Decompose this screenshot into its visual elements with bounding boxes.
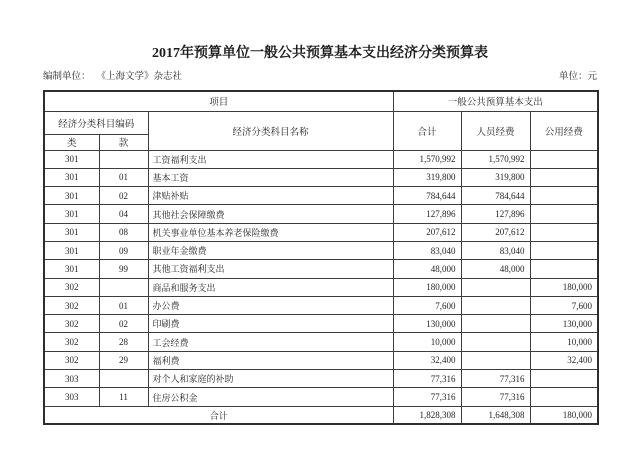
cell-total: 207,612 [393,223,461,241]
cell-subject-name: 印刷费 [148,315,393,333]
cell-total: 127,896 [393,205,461,223]
cell-personnel-funds [461,351,530,369]
cell-public-funds [530,187,598,205]
cell-subject-name: 津贴补贴 [148,187,393,205]
cell-personnel-funds: 77,316 [461,370,530,388]
cell-section-code: 01 [99,296,148,314]
cell-class-code: 302 [44,333,99,351]
cell-section-code: 01 [99,168,148,186]
cell-personnel-funds: 83,040 [461,241,530,259]
cell-personnel-funds: 207,612 [461,223,530,241]
cell-subject-name: 其他社会保障缴费 [148,205,393,223]
table-row [44,370,598,388]
footer-public-funds: 180,000 [530,406,598,424]
cell-public-funds: 10,000 [530,333,598,351]
header-personnel-funds: 人员经费 [461,111,530,150]
cell-subject-name: 办公费 [148,296,393,314]
cell-total: 180,000 [393,278,461,296]
cell-section-code [99,150,148,168]
table-row [44,168,598,186]
cell-total: 7,600 [393,296,461,314]
cell-class-code: 301 [44,168,99,186]
cell-subject-name: 工会经费 [148,333,393,351]
cell-total: 319,800 [393,168,461,186]
cell-public-funds [530,260,598,278]
cell-class-code: 302 [44,278,99,296]
cell-public-funds [530,223,598,241]
cell-class-code: 301 [44,205,99,223]
cell-subject-name: 住房公积金 [148,388,393,406]
cell-total: 784,644 [393,187,461,205]
cell-public-funds: 180,000 [530,278,598,296]
cell-subject-name: 其他工资福利支出 [148,260,393,278]
table-row [44,223,598,241]
cell-public-funds [530,168,598,186]
header-public-funds: 公用经费 [530,111,598,150]
table-row [44,296,598,314]
header-sub-row [44,111,598,134]
cell-personnel-funds: 48,000 [461,260,530,278]
cell-section-code: 28 [99,333,148,351]
cell-section-code [99,370,148,388]
page-title: 2017年预算单位一般公共预算基本支出经济分类预算表 [152,46,488,61]
prepared-by-label: 编制单位： [43,72,91,82]
cell-public-funds [530,241,598,259]
cell-class-code: 301 [44,150,99,168]
cell-class-code: 302 [44,296,99,314]
table-row [44,241,598,259]
cell-total: 77,316 [393,388,461,406]
prepared-by-value: 《上海文学》杂志社 [96,72,183,82]
cell-class-code: 302 [44,315,99,333]
cell-subject-name: 对个人和家庭的补助 [148,370,393,388]
cell-total: 48,000 [393,260,461,278]
cell-personnel-funds: 319,800 [461,168,530,186]
cell-section-code: 08 [99,223,148,241]
header-total: 合计 [393,111,461,150]
header-class-code: 类 [44,134,99,150]
cell-class-code: 301 [44,260,99,278]
cell-public-funds [530,370,598,388]
table-row [44,315,598,333]
cell-public-funds: 7,600 [530,296,598,314]
header-code-group: 经济分类科目编码 [44,111,148,134]
cell-total: 1,570,992 [393,150,461,168]
cell-personnel-funds [461,315,530,333]
cell-public-funds [530,388,598,406]
cell-public-funds [530,205,598,223]
cell-personnel-funds [461,333,530,351]
cell-total: 32,400 [393,351,461,369]
cell-subject-name: 基本工资 [148,168,393,186]
cell-public-funds [530,150,598,168]
meta-row [43,68,597,82]
cell-subject-name: 工资福利支出 [148,150,393,168]
cell-class-code: 303 [44,370,99,388]
cell-class-code: 301 [44,241,99,259]
cell-personnel-funds: 784,644 [461,187,530,205]
header-section-code: 款 [99,134,148,150]
cell-personnel-funds [461,296,530,314]
table-row [44,278,598,296]
cell-section-code: 29 [99,351,148,369]
cell-section-code: 11 [99,388,148,406]
cell-total: 10,000 [393,333,461,351]
footer-total: 1,828,308 [393,406,461,424]
cell-section-code: 02 [99,315,148,333]
cell-section-code [99,278,148,296]
cell-subject-name: 职业年金缴费 [148,241,393,259]
cell-personnel-funds [461,278,530,296]
cell-total: 130,000 [393,315,461,333]
cell-subject-name: 机关事业单位基本养老保险缴费 [148,223,393,241]
cell-subject-name: 商品和服务支出 [148,278,393,296]
cell-class-code: 301 [44,187,99,205]
table-row [44,388,598,406]
table-row [44,150,598,168]
cell-total: 77,316 [393,370,461,388]
unit-note: 单位：元 [558,72,597,82]
cell-subject-name: 福利费 [148,351,393,369]
footer-personnel-funds: 1,648,308 [461,406,530,424]
cell-class-code: 301 [44,223,99,241]
cell-personnel-funds: 77,316 [461,388,530,406]
table-footer-row [44,406,598,424]
table-row [44,333,598,351]
cell-section-code: 02 [99,187,148,205]
budget-table [43,90,599,425]
cell-public-funds: 130,000 [530,315,598,333]
cell-class-code: 303 [44,388,99,406]
header-budget-group: 一般公共预算基本支出 [393,91,598,111]
cell-total: 83,040 [393,241,461,259]
cell-personnel-funds: 1,570,992 [461,150,530,168]
table-row [44,205,598,223]
cell-personnel-funds: 127,896 [461,205,530,223]
footer-total-label: 合计 [44,406,393,424]
table-row [44,351,598,369]
cell-section-code: 99 [99,260,148,278]
cell-public-funds: 32,400 [530,351,598,369]
table-row [44,187,598,205]
prepared-by [43,68,182,82]
cell-section-code: 04 [99,205,148,223]
cell-class-code: 302 [44,351,99,369]
header-project-group: 项目 [44,91,393,111]
header-group-row [44,91,598,111]
cell-section-code: 09 [99,241,148,259]
header-subject-name: 经济分类科目名称 [148,111,393,150]
table-row [44,260,598,278]
